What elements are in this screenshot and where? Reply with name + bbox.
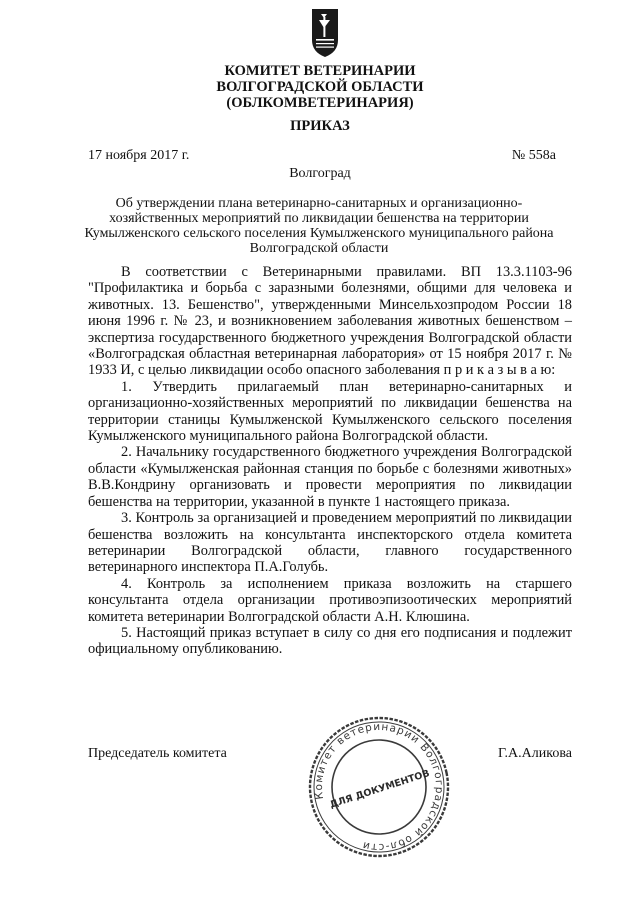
document-city: Волгоград (289, 166, 351, 181)
intro-paragraph: В соответствии с Ветеринарными правилами. ВП 13.3.1103-96 "Профилактика и борьба с заразными болезнями, общими для человека и животных. 13. Бешенство", утвержденными Минсельхозпродом России 18 июня 1996 г. № 23, и возникновением заболевания животных бешенством – экспертиза государственного бюджетного учреждения Волгоградской области «Волгоградская областная ветеринарная лаборатория» от 15 ноября 2017 г. № 1933 И, с целью ликвидации особо опасного заболевания п р и к а з ы в а ю: (88, 264, 572, 379)
header-line-1: КОМИТЕТ ВЕТЕРИНАРИИ (224, 63, 416, 79)
document-number: № 558а (511, 148, 556, 163)
stamp-ring-text: Комитет ветеринарии Волгоградской обл-сти (312, 720, 446, 854)
header-line-2: ВОЛГОГРАДСКОЙ ОБЛАСТИ (216, 79, 424, 95)
document-type: ПРИКАЗ (290, 118, 350, 134)
item-2: 2. Начальнику государственного бюджетного учреждения Волгоградской области «Кумылженская районная станция по борьбе с болезнями животных» В.В.Кондрину организовать и провести мероприятия по ликвидации бешенства на территории, указанной в пункте 1 настоящего приказа. (88, 444, 572, 510)
stamp-seal (304, 712, 454, 862)
item-1: 1. Утвердить прилагаемый план ветеринарно-санитарных и организационно-хозяйственных мероприятий по ликвидации бешенства на территории станицы Кумылженской Кумылженского сельского поселения Кумылженского муниципального района Волгоградской области. (88, 378, 572, 445)
document-date: 17 ноября 2017 г. (88, 148, 190, 163)
stamp-center-text: ДЛЯ ДОКУМЕНТОВ (328, 768, 432, 811)
signatory-name: Г.А.Аликова (498, 746, 572, 761)
header-line-3: (ОБЛКОМВЕТЕРИНАРИЯ) (226, 95, 414, 111)
signatory-position: Председатель комитета (88, 746, 227, 761)
item-3: 3. Контроль за организацией и проведением мероприятий по ликвидации бешенства возложить на консультанта инспекторского отдела комитета ветеринарии Волгоградской области, главного государственного ветеринарного инспектора П.А.Голубь. (88, 510, 572, 576)
document-body (88, 264, 572, 658)
item-5: 5. Настоящий приказ вступает в силу со дня его подписания и подлежит официальному опубликованию. (88, 624, 572, 658)
coat-of-arms-icon (311, 8, 339, 58)
document-title: Об утверждении плана ветеринарно-санитарных и организационно-хозяйственных мероприятий по ликвидации бешенства на территории Кумылженского сельского поселения Кумылженского муниципального района Волгоградской области (84, 196, 554, 256)
item-4: 4. Контроль за исполнением приказа возложить на старшего консультанта отдела организации противоэпизоотических мероприятий комитета ветеринарии Волгоградской области А.Н. Клюшина. (88, 575, 572, 625)
